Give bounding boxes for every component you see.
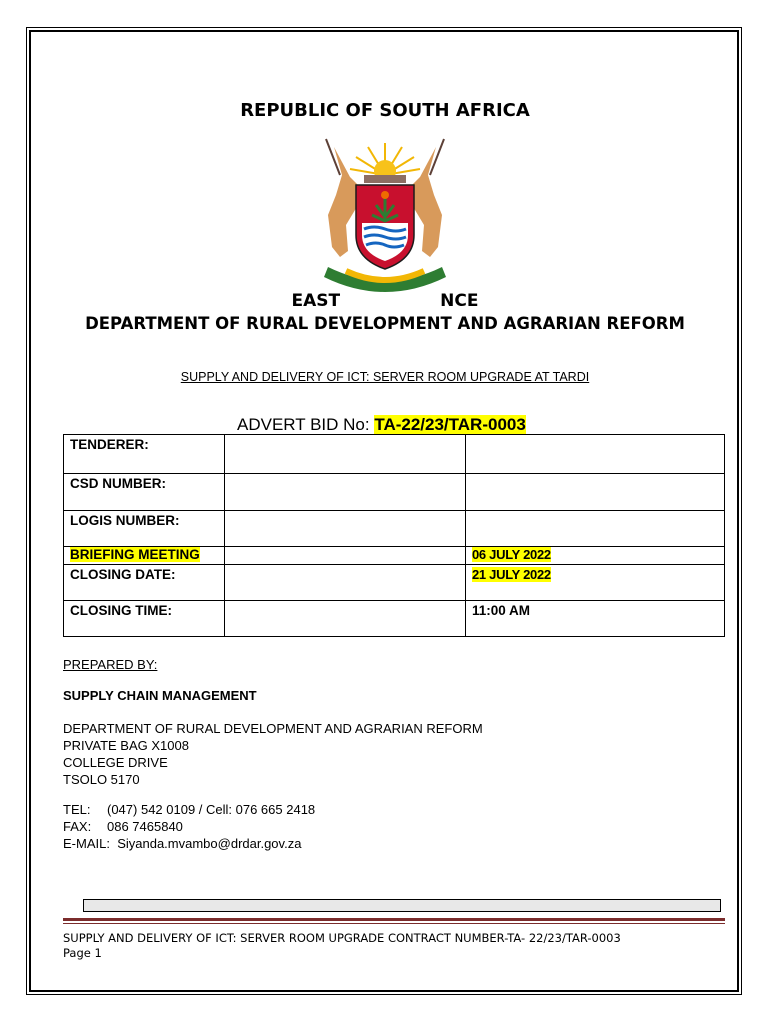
closing-time-value: 11:00 AM (466, 601, 725, 637)
prepared-by-heading: PREPARED BY: (63, 657, 158, 672)
briefing-meeting-date-text: 06 JULY 2022 (472, 547, 551, 562)
closing-date-field[interactable] (225, 565, 466, 601)
logis-number-extra-field[interactable] (466, 511, 725, 547)
table-row (64, 511, 725, 547)
briefing-meeting-date (466, 547, 725, 565)
tenderer-extra-field[interactable] (466, 435, 725, 474)
closing-date-text: 21 JULY 2022 (472, 567, 551, 582)
fax-value: 086 7465840 (107, 819, 183, 834)
scm-unit: SUPPLY CHAIN MANAGEMENT (63, 688, 257, 703)
briefing-meeting-text: BRIEFING MEETING (70, 547, 200, 562)
briefing-meeting-label (64, 547, 225, 565)
tender-details-table (63, 434, 725, 637)
province-heading-right: NCE (440, 291, 479, 311)
table-row (64, 435, 725, 474)
logis-number-label: LOGIS NUMBER: (64, 511, 225, 547)
address-line: DEPARTMENT OF RURAL DEVELOPMENT AND AGRARIAN REFORM (63, 721, 483, 736)
closing-date-value (466, 565, 725, 601)
table-row (64, 474, 725, 511)
footer-contract-line: SUPPLY AND DELIVERY OF ICT: SERVER ROOM UPGRADE CONTRACT NUMBER-TA- 22/23/TAR-0003 (63, 931, 621, 945)
coat-of-arms-icon (306, 135, 464, 295)
advert-bid-number: TA-22/23/TAR-0003 (374, 415, 526, 434)
csd-number-field[interactable] (225, 474, 466, 511)
table-row (64, 601, 725, 637)
email-label: E-MAIL: (63, 836, 110, 851)
republic-heading: REPUBLIC OF SOUTH AFRICA (240, 100, 530, 121)
closing-time-label: CLOSING TIME: (64, 601, 225, 637)
province-heading (0, 291, 770, 311)
footer-rule-thin (63, 923, 725, 924)
tenderer-field[interactable] (225, 435, 466, 474)
province-heading-left: EAST (291, 291, 341, 311)
tel-label: TEL: (63, 802, 91, 817)
advert-bid-line (237, 415, 526, 435)
address-line: TSOLO 5170 (63, 772, 140, 787)
contact-details (63, 801, 315, 852)
tel-value: (047) 542 0109 / Cell: 076 665 2418 (107, 802, 316, 817)
footer-rule (63, 918, 725, 921)
advert-bid-label: ADVERT BID No: (237, 415, 370, 434)
page-footer (63, 931, 621, 961)
csd-number-extra-field[interactable] (466, 474, 725, 511)
briefing-meeting-field[interactable] (225, 547, 466, 565)
postal-address (63, 720, 483, 788)
email-value[interactable]: Siyanda.mvambo@drdar.gov.za (117, 836, 302, 851)
address-line: COLLEGE DRIVE (63, 755, 168, 770)
footer-grey-bar (83, 899, 721, 912)
tenderer-label: TENDERER: (64, 435, 225, 474)
page-number: Page 1 (63, 946, 102, 960)
closing-date-label: CLOSING DATE: (64, 565, 225, 601)
fax-label: FAX: (63, 819, 92, 834)
logis-number-field[interactable] (225, 511, 466, 547)
department-heading: DEPARTMENT OF RURAL DEVELOPMENT AND AGRARIAN REFORM (85, 314, 685, 333)
table-row (64, 547, 725, 565)
csd-number-label: CSD NUMBER: (64, 474, 225, 511)
table-row (64, 565, 725, 601)
closing-time-field[interactable] (225, 601, 466, 637)
address-line: PRIVATE BAG X1008 (63, 738, 189, 753)
tender-subject: SUPPLY AND DELIVERY OF ICT: SERVER ROOM UPGRADE AT TARDI (180, 370, 590, 384)
